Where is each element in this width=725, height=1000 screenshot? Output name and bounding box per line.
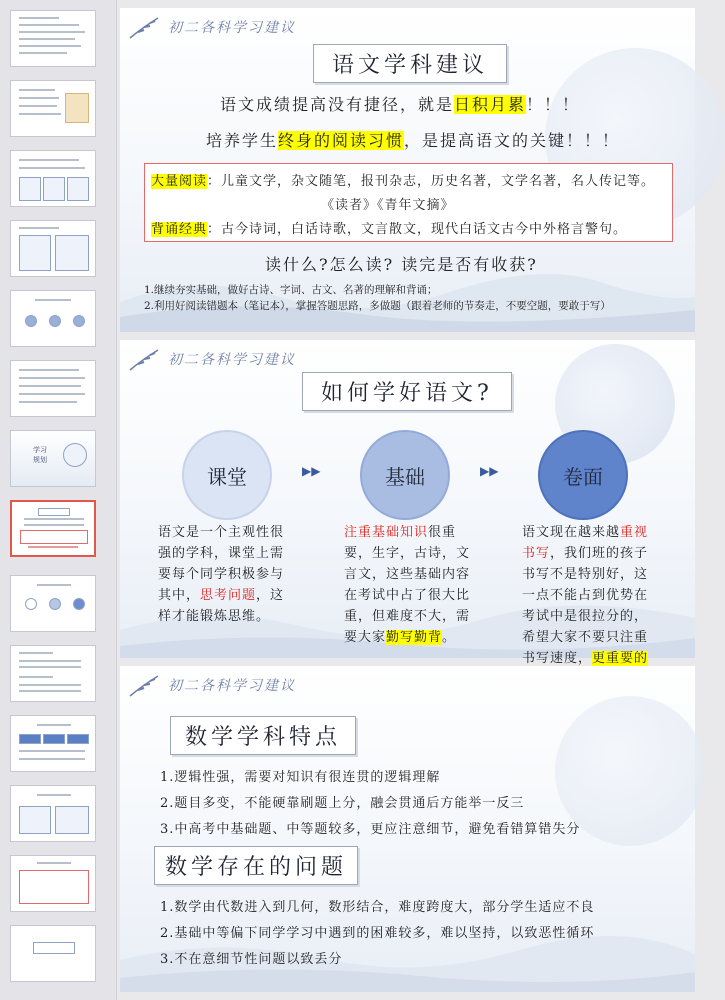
slide-thumbnail[interactable] bbox=[10, 575, 96, 632]
problem-3: 3.不在意细节性问题以致丢分 bbox=[160, 952, 343, 967]
classroom-text: 语文是一个主观性很强的学科，课堂上需要每个同学积极参与其中，思考问题，这样才能锻炼思维。 bbox=[158, 525, 285, 624]
branch-icon bbox=[128, 14, 162, 40]
reading-question: 读什么?怎么读? 读完是否有收获? bbox=[265, 255, 538, 274]
slide-thumbnail[interactable] bbox=[10, 785, 96, 842]
slide-chinese-suggestions bbox=[120, 8, 695, 332]
slide-thumbnail[interactable] bbox=[10, 80, 96, 137]
problem-1: 1.数学由代数进入到几何，数形结合，难度跨度大，部分学生适应不良 bbox=[160, 900, 595, 915]
intro-line-1: 语文成绩提高没有捷径，就是日积月累！！！ bbox=[220, 95, 581, 114]
slide-title: 如何学好语文? bbox=[302, 372, 512, 411]
feature-3: 3.中高考中基础题、中等题较多，更应注意细节，避免看错算错失分 bbox=[160, 822, 581, 837]
reading-box bbox=[144, 163, 673, 242]
section-header-text: 初二各科学习建议 bbox=[168, 20, 296, 36]
circle-classroom: 课堂 bbox=[182, 430, 272, 520]
intro-line-2: 培养学生终身的阅读习惯，是提高语文的关键！！！ bbox=[206, 131, 621, 150]
section-header bbox=[128, 14, 296, 40]
tip-2: 2.利用好阅读错题本（笔记本），掌握答题思路，多做题（跟着老师的节奏走，不要空题，要敢于写） bbox=[144, 300, 611, 312]
reading-line: 大量阅读：儿童文学，杂文随笔，报刊杂志，历史名著，文学名著，名人传记等。 bbox=[151, 174, 656, 189]
section-header bbox=[128, 672, 296, 698]
slide-thumbnail[interactable] bbox=[10, 645, 96, 702]
slide-thumbnail[interactable] bbox=[10, 290, 96, 347]
feature-2: 2.题目多变，不能硬靠刷题上分，融会贯通后方能举一反三 bbox=[160, 796, 525, 811]
circle-basics: 基础 bbox=[360, 430, 450, 520]
slide-thumbnail[interactable]: 学习 规划 bbox=[10, 430, 96, 487]
slide-thumbnail[interactable] bbox=[10, 360, 96, 417]
feature-1: 1.逻辑性强，需要对知识有很连贯的逻辑理解 bbox=[160, 770, 441, 785]
slide-thumbnail[interactable] bbox=[10, 220, 96, 277]
slide-thumbnail[interactable] bbox=[10, 715, 96, 772]
paper-text: 语文现在越来越重视书写，我们班的孩子书写不是特别好，这一点不能占到优势在考试中是很拉分的，希望大家不要只注重书写速度，更重要的 bbox=[522, 522, 660, 690]
slide-thumbnail[interactable] bbox=[10, 855, 96, 912]
math-features-title: 数学学科特点 bbox=[170, 716, 356, 755]
branch-icon bbox=[128, 346, 162, 372]
arrow-icon: ▶▶ bbox=[480, 464, 499, 478]
slide-thumbnail[interactable] bbox=[10, 10, 96, 67]
slide-title: 语文学科建议 bbox=[313, 44, 507, 83]
slide-math-features bbox=[120, 666, 695, 992]
magazines: 《读者》《青年文摘》 bbox=[321, 198, 455, 213]
math-problems-title: 数学存在的问题 bbox=[154, 846, 358, 885]
problem-2: 2.基础中等偏下同学学习中遇到的困难较多，难以坚持，以致恶性循环 bbox=[160, 926, 595, 941]
section-header-text: 初二各科学习建议 bbox=[168, 678, 296, 694]
slide-how-to-learn-chinese bbox=[120, 340, 695, 666]
slide-thumbnail[interactable] bbox=[10, 150, 96, 207]
slide-thumbnail[interactable] bbox=[10, 925, 96, 982]
section-header-text: 初二各科学习建议 bbox=[168, 352, 296, 368]
recite-line: 背诵经典：古今诗词，白话诗歌，文言散文，现代白话文古今中外格言警句。 bbox=[151, 222, 628, 237]
slide-thumbnail-active[interactable] bbox=[10, 500, 96, 557]
slide-thumbnail-panel bbox=[0, 0, 117, 1000]
branch-icon bbox=[128, 672, 162, 698]
basics-text: 注重基础知识很重要，生字，古诗，文言文，这些基础内容在考试中占了很大比重，但难度不大，需要大家勤写勤背。 bbox=[344, 525, 471, 645]
mountain-decoration bbox=[120, 902, 695, 992]
arrow-icon: ▶▶ bbox=[302, 464, 321, 478]
circle-paper: 卷面 bbox=[538, 430, 628, 520]
section-header bbox=[128, 346, 296, 372]
tip-1: 1.继续夯实基础，做好古诗、字词、古文、名著的理解和背诵； bbox=[144, 284, 438, 296]
